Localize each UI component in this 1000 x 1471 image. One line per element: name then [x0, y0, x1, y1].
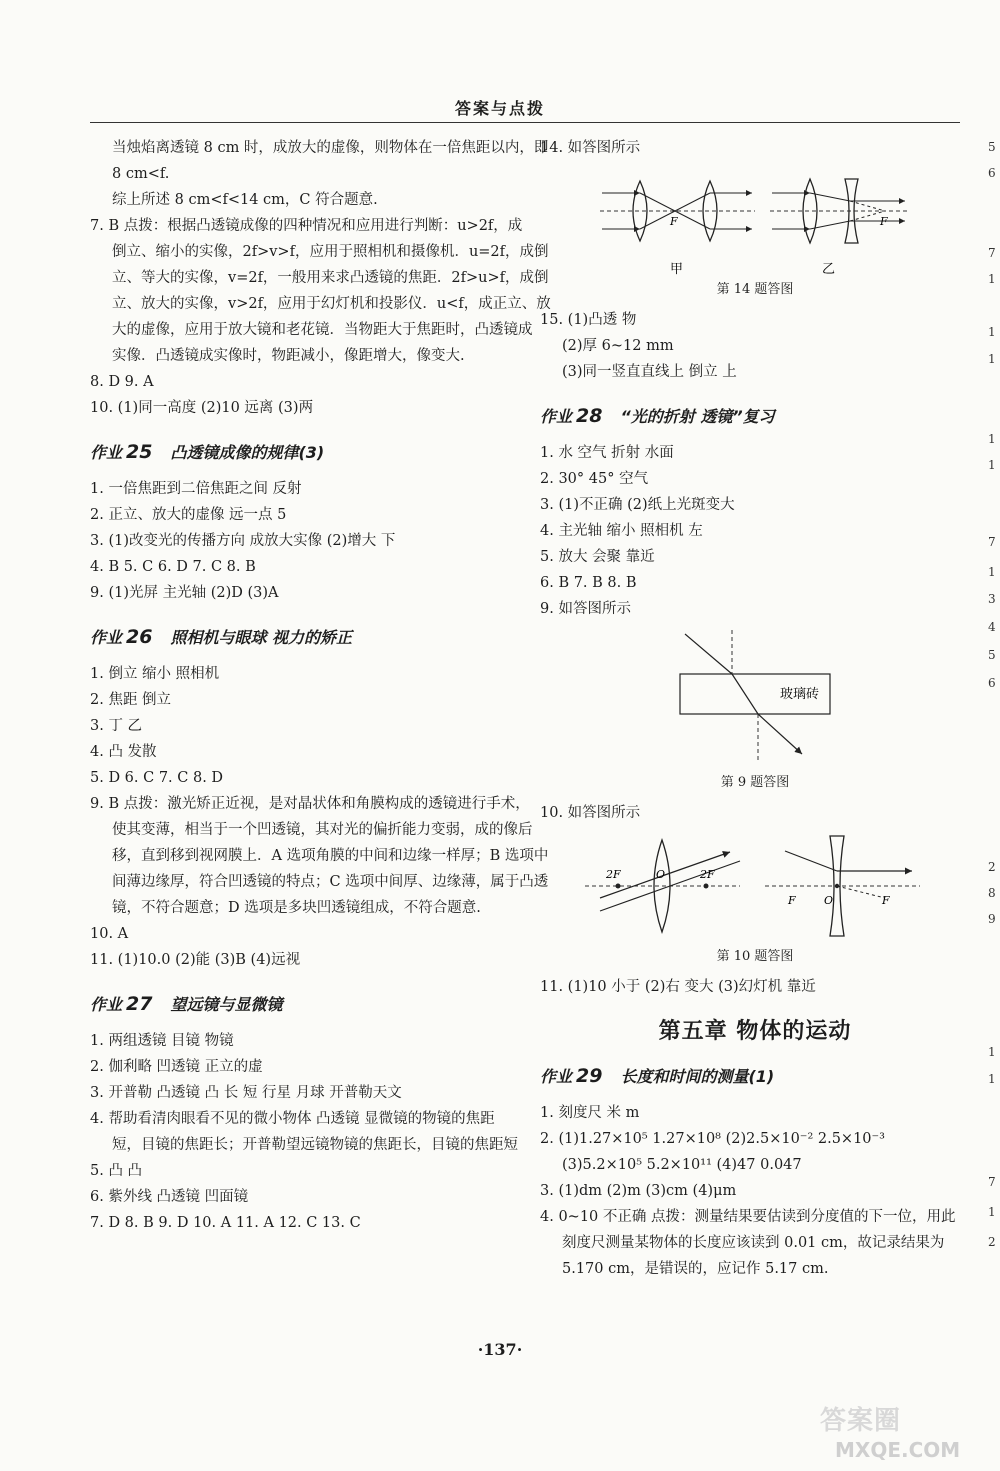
answer-line: 刻度尺测量某物体的长度应该读到 0.01 cm，故记录结果为: [562, 1235, 945, 1251]
left-column: [90, 135, 551, 1236]
answer-line: 11. (1)10 小于 (2)右 变大 (3)幻灯机 靠近: [540, 979, 816, 995]
answer-line: 4. 主光轴 缩小 照相机 左: [540, 523, 703, 539]
text-line: 实像．凸透镜成实像时，物距减小，像距增大，像变大.: [112, 348, 465, 364]
answer-line: 2. 正立、放大的虚像 远一点 5: [90, 507, 287, 523]
answer-line: 1. 水 空气 折射 水面: [540, 445, 674, 461]
answer-line: 4. 凸 发散: [90, 744, 157, 760]
edge-mark: 7: [988, 1175, 996, 1189]
answer-line: 镜，不符合题意；D 选项是多块凹透镜组成，不符合题意.: [112, 900, 481, 916]
text-line: 10. (1)同一高度 (2)10 远离 (3)两: [90, 400, 314, 416]
text-line: 立、放大的实像，v>2f，应用于幻灯机和投影仪．u<f，成正立、放: [112, 296, 551, 312]
edge-mark: 9: [988, 912, 996, 926]
chapter-title: 第五章 物体的运动: [658, 1018, 852, 1044]
answer-line: (3)5.2×10⁵ 5.2×10¹¹ (4)47 0.047: [562, 1157, 802, 1173]
edge-mark: 1: [988, 432, 996, 446]
answer-line: 3. (1)dm (2)m (3)cm (4)μm: [540, 1183, 737, 1199]
watermark-logo: 答案圈: [820, 1406, 902, 1436]
answer-line: 使其变薄，相当于一个凹透镜，其对光的偏折能力变弱，成的像后: [112, 822, 533, 838]
text-line: 综上所述 8 cm<f<14 cm，C 符合题意.: [112, 192, 378, 208]
section-heading-hw28: [540, 403, 970, 430]
answer-line: 11. (1)10.0 (2)能 (3)B (4)远视: [90, 952, 301, 968]
answer-line: 15. (1)凸透 物: [540, 312, 637, 328]
figure-caption: 第 10 题答图: [716, 949, 794, 964]
figure-label-yi: 乙: [822, 262, 836, 277]
text-line: 立、等大的实像，v=2f，一般用来求凸透镜的焦距．2f>u>f，成倒: [112, 270, 549, 286]
section-title: “光的折射 透镜”复习: [620, 407, 775, 426]
watermark-url: MXQE.COM: [835, 1438, 961, 1462]
text-line: 8 cm<f.: [112, 166, 170, 182]
text-line: 当烛焰离透镜 8 cm 时，成放大的虚像，则物体在一倍焦距以内，即: [112, 140, 549, 156]
section-label: 作业: [540, 1067, 573, 1086]
edge-mark: 1: [988, 325, 996, 339]
answer-line: 10. A: [90, 926, 129, 942]
figure-caption: 第 14 题答图: [716, 282, 794, 297]
section-heading-hw26: [90, 624, 520, 651]
figure-label-jia: 甲: [670, 262, 684, 277]
answer-line: (2)厚 6~12 mm: [562, 338, 674, 354]
answer-line: 6. 紫外线 凸透镜 凹面镜: [90, 1189, 249, 1205]
answer-line: 5. 凸 凸: [90, 1163, 143, 1179]
edge-mark: 7: [988, 535, 996, 549]
glass-brick-label: 玻璃砖: [780, 687, 820, 702]
answer-line: 9. (1)光屏 主光轴 (2)D (3)A: [90, 585, 279, 601]
text-line: 大的虚像，应用于放大镜和老花镜．当物距大于焦距时，凸透镜成: [112, 322, 533, 338]
edge-mark: 1: [988, 1205, 996, 1219]
header-rule: [90, 122, 960, 123]
edge-mark: 2: [988, 860, 996, 874]
answer-line: 5. D 6. C 7. C 8. D: [90, 770, 224, 786]
text-line: 倒立、缩小的实像，2f>v>f，应用于照相机和摄像机．u=2f，成倒: [112, 244, 549, 260]
edge-mark: 1: [988, 565, 996, 579]
edge-mark: 1: [988, 1045, 996, 1059]
section-number: 26: [126, 626, 153, 648]
answer-line: 间薄边缘厚，符合凹透镜的特点；C 选项中间厚、边缘薄，属于凸透: [112, 874, 549, 890]
edge-mark: 1: [988, 352, 996, 366]
edge-mark: 6: [988, 676, 996, 690]
edge-mark: 1: [988, 1072, 996, 1086]
right-column: [540, 135, 970, 1282]
page-number: ·137·: [477, 1340, 523, 1359]
focus-label: F: [788, 894, 796, 907]
answer-line: 7. D 8. B 9. D 10. A 11. A 12. C 13. C: [90, 1215, 361, 1231]
answer-line: 2. 伽利略 凹透镜 正立的虚: [90, 1059, 263, 1075]
edge-mark: 7: [988, 246, 996, 260]
edge-mark: 5: [988, 648, 996, 662]
optical-center-label: O: [656, 868, 666, 881]
answer-line: 4. 0~10 不正确 点拨：测量结果要估读到分度值的下一位，用此: [540, 1209, 956, 1225]
edge-mark: 1: [988, 272, 996, 286]
section-title: 长度和时间的测量(1): [620, 1067, 775, 1086]
answer-line: 2. (1)1.27×10⁵ 1.27×10⁸ (2)2.5×10⁻² 2.5×10⁻³: [540, 1131, 885, 1147]
answer-line: 2. 30° 45° 空气: [540, 471, 649, 487]
focus-label: F: [880, 215, 888, 228]
section-number: 28: [576, 405, 603, 427]
edge-mark: 4: [988, 620, 996, 634]
section-heading-hw27: [90, 991, 520, 1018]
section-title: 照相机与眼球 视力的矫正: [170, 628, 353, 647]
edge-mark: 3: [988, 592, 996, 606]
section-number: 27: [126, 993, 153, 1015]
section-label: 作业: [90, 628, 123, 647]
focus-label: F: [882, 894, 890, 907]
section-heading-hw25: [90, 439, 520, 466]
answer-line: 5. 放大 会聚 靠近: [540, 549, 655, 565]
answer-line: 3. (1)不正确 (2)纸上光斑变大: [540, 497, 735, 513]
section-title: 望远镜与显微镜: [170, 995, 283, 1014]
answer-line: 10. 如答图所示: [540, 805, 641, 821]
figure-9-glass-refraction: [540, 622, 970, 772]
section-label: 作业: [540, 407, 573, 426]
answer-line: 9. B 点拨：激光矫正近视，是对晶状体和角膜构成的透镜进行手术，: [90, 796, 530, 812]
answer-line: 2. 焦距 倒立: [90, 692, 172, 708]
optical-center-label: O: [824, 894, 834, 907]
answer-line: 1. 刻度尺 米 m: [540, 1105, 640, 1121]
answer-line: 9. 如答图所示: [540, 601, 631, 617]
edge-mark: 8: [988, 886, 996, 900]
edge-mark: 6: [988, 166, 996, 180]
section-title: 凸透镜成像的规律(3): [170, 443, 325, 462]
answer-line: 1. 两组透镜 目镜 物镜: [90, 1033, 234, 1049]
section-number: 25: [126, 441, 153, 463]
answer-line: 4. 帮助看清肉眼看不见的微小物体 凸透镜 显微镜的物镜的焦距: [90, 1111, 495, 1127]
two-f-label: 2F: [606, 868, 621, 881]
answer-line: (3)同一竖直直线上 倒立 上: [562, 364, 737, 380]
text-line: 8. D 9. A: [90, 374, 154, 390]
answer-line: 6. B 7. B 8. B: [540, 575, 637, 591]
answer-line: 3. 开普勒 凸透镜 凸 长 短 行星 月球 开普勒天文: [90, 1085, 402, 1101]
edge-mark: 1: [988, 458, 996, 472]
edge-mark: 5: [988, 140, 996, 154]
focus-label: F: [670, 215, 678, 228]
text-line: 7. B 点拨：根据凸透镜成像的四种情况和应用进行判断：u>2f，成: [90, 218, 523, 234]
answer-line: 移，直到移到视网膜上．A 选项角膜的中间和边缘一样厚；B 选项中: [112, 848, 549, 864]
page-header: 答案与点拨: [454, 99, 545, 118]
section-heading-hw29: [540, 1063, 970, 1090]
answer-line: 短，目镜的焦距长；开普勒望远镜物镜的焦距长，目镜的焦距短: [112, 1137, 518, 1153]
answer-line: 4. B 5. C 6. D 7. C 8. B: [90, 559, 256, 575]
answer-line: 14. 如答图所示: [540, 140, 641, 156]
section-label: 作业: [90, 995, 123, 1014]
answer-line: 3. 丁 乙: [90, 718, 143, 734]
answer-line: 1. 一倍焦距到二倍焦距之间 反射: [90, 481, 302, 497]
answer-line: 3. (1)改变光的传播方向 成放大实像 (2)增大 下: [90, 533, 396, 549]
figure-14-lens-diagram: [540, 161, 970, 279]
section-number: 29: [576, 1065, 603, 1087]
answer-line: 1. 倒立 缩小 照相机: [90, 666, 220, 682]
figure-10-lens-diagram: [540, 826, 970, 946]
section-label: 作业: [90, 443, 123, 462]
two-f-label: 2F: [700, 868, 715, 881]
edge-mark: 2: [988, 1235, 996, 1249]
figure-caption: 第 9 题答图: [720, 775, 790, 790]
answer-line: 5.170 cm，是错误的，应记作 5.17 cm.: [562, 1261, 829, 1277]
